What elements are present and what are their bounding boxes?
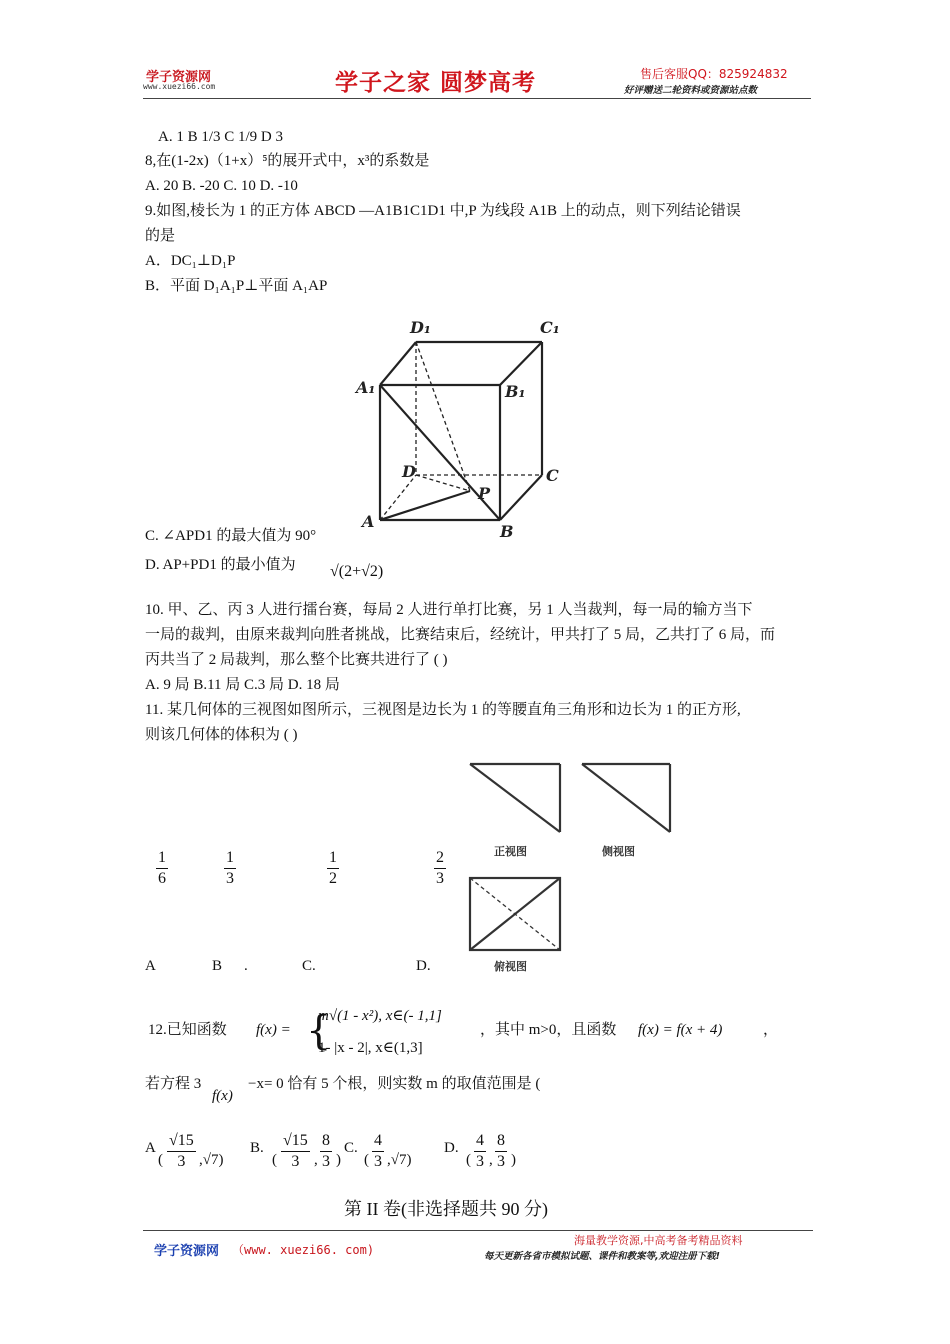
label-d1: D₁ [410, 318, 431, 337]
q12-periodic: f(x) = f(x + 4) [638, 1022, 723, 1038]
q11-frac-d [434, 848, 446, 889]
q11-line2: 则该几何体的体积为 ( ) [145, 727, 298, 743]
header-promo: 好评赠送二轮资料或资源站点数 [624, 85, 758, 96]
q11-letter-c: C. [302, 958, 316, 974]
q11-letter-d: D. [416, 958, 431, 974]
header-slogan: 学子之家 圆梦高考 [335, 70, 537, 96]
q12-opt-a-den: 3 [177, 1153, 186, 1170]
q12-opt-b-den2: 3 [322, 1153, 330, 1170]
q12-opt-d-num2: 8 [495, 1131, 507, 1152]
q12-opt-b-label: B. [250, 1140, 264, 1156]
q12-comma: ， [763, 1022, 779, 1038]
q12-fx: f(x) = [256, 1022, 291, 1038]
q11-frac-c-den: 2 [329, 870, 337, 887]
q11-frac-b-num: 1 [224, 848, 236, 869]
front-view-label: 正视图 [494, 845, 527, 858]
q9-option-d-value: √(2+√2) [330, 563, 384, 580]
label-c1: C₁ [540, 318, 560, 337]
q11-frac-b [224, 848, 236, 889]
footer-logo: 学子资源网 [154, 1244, 220, 1259]
side-view-label: 侧视图 [602, 845, 635, 858]
top-view-label: 俯视图 [494, 960, 527, 973]
q12-case1: m√(1 - x²), x∈(- 1,1] [318, 1008, 442, 1024]
q12-opt-c-label: C. [344, 1140, 358, 1156]
q11-frac-d-den: 3 [436, 870, 444, 887]
q10-line3: 丙共当了 2 局裁判，那么整个比赛共进行了 ( ) [145, 652, 448, 668]
q12-line2-b: −x= 0 恰有 5 个根，则实数 m 的取值范围是 ( [248, 1076, 541, 1092]
q12-opt-a-paren: ( [158, 1152, 163, 1168]
q12-mid: ，其中 m>0，且函数 [480, 1022, 617, 1038]
q11-frac-d-num: 2 [434, 848, 446, 869]
q12-opt-a-num: √15 [167, 1131, 196, 1152]
q11-frac-a-num: 1 [156, 848, 168, 869]
label-p: P [478, 484, 491, 503]
q12-opt-d-frac1 [474, 1131, 486, 1172]
q9-stem-line1: 9.如图,棱长为 1 的正方体 ABCD —A1B1C1D1 中,P 为线段 A1B 上的动点，则下列结论错误 [145, 203, 741, 219]
q12-opt-b-close: ) [336, 1152, 341, 1168]
q12-opt-b-num1: √15 [281, 1131, 310, 1152]
q11-line1: 11. 某几何体的三视图如图所示，三视图是边长为 1 的等腰直角三角形和边长为 1 的正方形, [145, 702, 741, 718]
label-d: D [402, 462, 416, 481]
q11-frac-b-den: 3 [226, 870, 234, 887]
q12-opt-c-frac [372, 1131, 384, 1172]
q11-frac-c-num: 1 [327, 848, 339, 869]
q8-stem: 8,在(1-2x)（1+x）⁵的展开式中，x³的系数是 [145, 153, 430, 169]
footer-divider [143, 1230, 813, 1231]
q12-opt-d-close: ) [511, 1152, 516, 1168]
q12-prefix: 12.已知函数 [148, 1022, 227, 1038]
cube-figure [350, 305, 580, 545]
q10-line1: 10. 甲、乙、丙 3 人进行擂台赛，每局 2 人进行单打比赛，另 1 人当裁判，每一局的输方当下 [145, 602, 753, 618]
q12-opt-b-comma: , [314, 1152, 318, 1168]
q12-opt-d-den2: 3 [497, 1153, 505, 1170]
q12-opt-c-den: 3 [374, 1153, 382, 1170]
q12-opt-a-label: A [145, 1140, 156, 1156]
footer-resources: 海量教学资源,中高考备考精品资料 [574, 1234, 743, 1247]
q12-opt-d-label: D. [444, 1140, 459, 1156]
q12-opt-b-num2: 8 [320, 1131, 332, 1152]
q12-opt-d-comma: , [489, 1152, 493, 1168]
q12-opt-b-frac1 [281, 1131, 310, 1172]
q12-opt-c-num: 4 [372, 1131, 384, 1152]
q12-opt-d-frac2 [495, 1131, 507, 1172]
q9-option-a: A．DC₁⊥D₁P [145, 253, 236, 269]
footer-promo: 每天更新各省市模拟试题、课件和教案等,欢迎注册下载! [484, 1251, 720, 1262]
label-b: B [500, 522, 514, 541]
header-qq: 售后客服QQ：825924832 [640, 67, 788, 81]
q7-options: A. 1 B 1/3 C 1/9 D 3 [158, 129, 284, 145]
q11-frac-c [327, 848, 339, 889]
q9-stem-line2: 的是 [145, 228, 176, 244]
q12-opt-d-paren: ( [466, 1152, 471, 1168]
header-divider [143, 98, 811, 99]
q11-letter-b: B [212, 958, 223, 974]
q11-frac-a-den: 6 [158, 870, 166, 887]
q10-options: A. 9 局 B.11 局 C.3 局 D. 18 局 [145, 677, 340, 693]
q12-opt-b-den1: 3 [291, 1153, 300, 1170]
q8-options: A. 20 B. -20 C. 10 D. -10 [145, 178, 298, 194]
q9-option-c: C. ∠APD1 的最大值为 90° [145, 528, 317, 544]
q9-option-d: D. AP+PD1 的最小值为 [145, 557, 296, 573]
q11-frac-a [156, 848, 168, 889]
q12-line2-a: 若方程 3 [145, 1076, 202, 1092]
q12-opt-c-tail: ,√7) [387, 1152, 412, 1168]
q11-letter-b-dot: . [244, 958, 248, 974]
footer-url: （www. xuezi66. com) [232, 1243, 375, 1257]
header-logo: 学子资源网 [146, 70, 212, 85]
label-b1: B₁ [505, 382, 526, 401]
label-a: A [362, 512, 375, 531]
q12-opt-b-paren: ( [272, 1152, 277, 1168]
q11-letter-a: A [145, 958, 156, 974]
label-c: C [546, 466, 559, 485]
q12-opt-d-den1: 3 [476, 1153, 484, 1170]
label-a1: A₁ [356, 378, 376, 397]
q12-brace: { [306, 1008, 332, 1054]
q12-opt-d-num1: 4 [474, 1131, 486, 1152]
q12-case2: 1- |x - 2|, x∈(1,3] [318, 1040, 423, 1056]
q9-option-b: B．平面 D₁A₁P⊥平面 A₁AP [145, 278, 328, 294]
q12-opt-a-frac [167, 1131, 196, 1172]
three-views-figure [462, 752, 692, 977]
header-url: www.xuezi66.com [143, 82, 216, 91]
section-title: 第 II 卷(非选择题共 90 分) [344, 1199, 548, 1219]
q12-opt-c-paren: ( [364, 1152, 369, 1168]
q10-line2: 一局的裁判，由原来裁判向胜者挑战，比赛结束后，经统计，甲共打了 5 局，乙共打了 6 局，而 [145, 627, 776, 643]
q12-opt-a-tail: ,√7) [199, 1152, 224, 1168]
q12-opt-b-frac2 [320, 1131, 332, 1172]
q12-line2-fx: f(x) [212, 1088, 233, 1104]
